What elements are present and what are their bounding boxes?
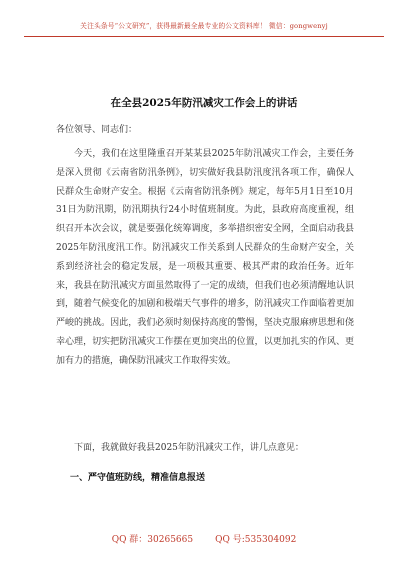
body-paragraph-2: 下面，我就做好我县2025年防汛减灾工作，讲几点意见： [74,443,304,453]
header-promo-note: 关注头条号“公文研究”，获得最新最全最专业的公文资料库！ 微信：gongwenyj [80,22,328,30]
footer-contact [0,532,408,545]
document-title: 在全县2025年防汛减灾工作会上的讲话 [110,97,298,109]
salutation: 各位领导、同志们： [56,125,138,135]
body-paragraph-1: 今天，我们在这里隆重召开某某县2025年防汛减灾工作会，主要任务是深入贯彻《云南省防汛条例》，切实做好我县防汛度汛各项工作，确保人民群众生命财产安全。根据《云南省防汛条例》规定，每年5月1日至10月31日为防汛期，防汛期执行24小时值班制度。为此，县政府高度重视，组织召开本次会议，就是要强化统筹调度，多举措织密安全网，全面启动我县2025年防汛度汛工作。防汛减灾工作关系到人民群众的生命财产安全，关系到经济社会的稳定发展，是一项极其重要、极其严肃的政治任务。近年来，我县在防汛减灾方面虽然取得了一定的成绩，但我们也必须清醒地认识到，随着气候变化的加剧和极端天气事件的增多，防汛减灾工作面临着更加严峻的挑战。因此，我们必须时刻保持高度的警惕，坚决克服麻痹思想和侥幸心理，切实把防汛减灾工作摆在更加突出的位置，以更加扎实的作风、更加有力的措施，确保防汛减灾工作取得实效。 [56,149,354,366]
footer-qq-group: QQ 群：30265665 [111,535,194,545]
footer-qq-number: QQ 号:535304092 [215,535,297,545]
header-divider [24,36,384,37]
section-heading-1: 一、严守值班防线，精准信息报送 [70,473,206,483]
